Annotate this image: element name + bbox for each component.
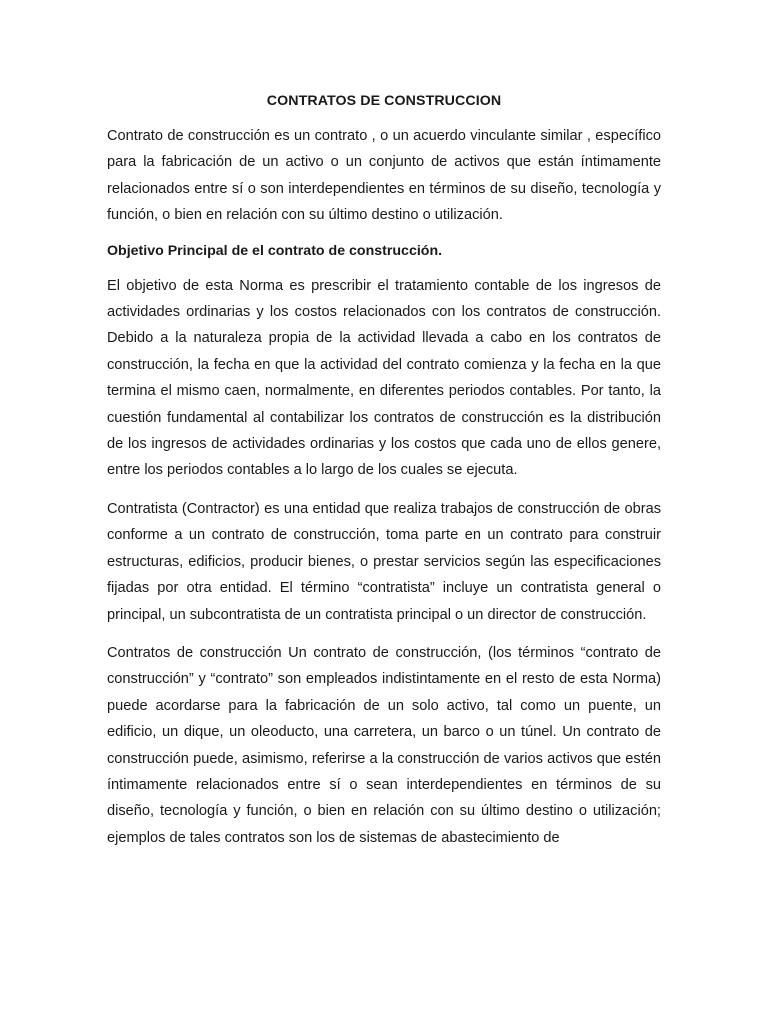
- section-heading-objective: Objetivo Principal de el contrato de construcción.: [107, 242, 443, 259]
- paragraph-construction-contracts: Contratos de construcción Un contrato de construcción, (los términos “contrato de construcción” y “contrato” son empleados indistintamente en el resto de esta Norma) puede acordarse para la fabricación de un solo activo, tal como un puente, un edificio, un dique, un oleoducto, una carretera, un barco o un túnel. Un contrato de construcción puede, asimismo, referirse a la construcción de varios activos que estén íntimamente relacionados entre sí o sean interdependientes en términos de su diseño, tecnología y función, o bien en relación con su último destino o utilización; ejemplos de tales contratos son los de sistemas de abastecimiento de: [107, 644, 661, 846]
- paragraph-contractor: Contratista (Contractor) es una entidad que realiza trabajos de construcción de obras conforme a un contrato de construcción, toma parte en un contrato para construir estructuras, edificios, producir bienes, o prestar servicios según las especificaciones fijadas por otra entidad. El término “contratista” incluye un contratista general o principal, un subcontratista de un contratista principal o un director de construcción.: [107, 500, 661, 623]
- paragraph-objective: El objetivo de esta Norma es prescribir el tratamiento contable de los ingresos de actividades ordinarias y los costos relacionados con los contratos de construcción. Debido a la naturaleza propia de la actividad llevada a cabo en los contratos de construcción, la fecha en que la actividad del contrato comienza y la fecha en la que termina el mismo caen, normalmente, en diferentes periodos contables. Por tanto, la cuestión fundamental al contabilizar los contratos de construcción es la distribución de los ingresos de actividades ordinarias y los costos que cada uno de ellos genere, entre los periodos contables a lo largo de los cuales se ejecuta.: [107, 277, 661, 479]
- document-title: CONTRATOS DE CONSTRUCCION: [266, 93, 502, 109]
- paragraph-definition: Contrato de construcción es un contrato , o un acuerdo vinculante similar , específico para la fabricación de un activo o un conjunto de activos que están íntimamente relacionados entre sí o son interdependientes en términos de su diseño, tecnología y función, o bien en relación con su último destino o utilización.: [107, 128, 661, 224]
